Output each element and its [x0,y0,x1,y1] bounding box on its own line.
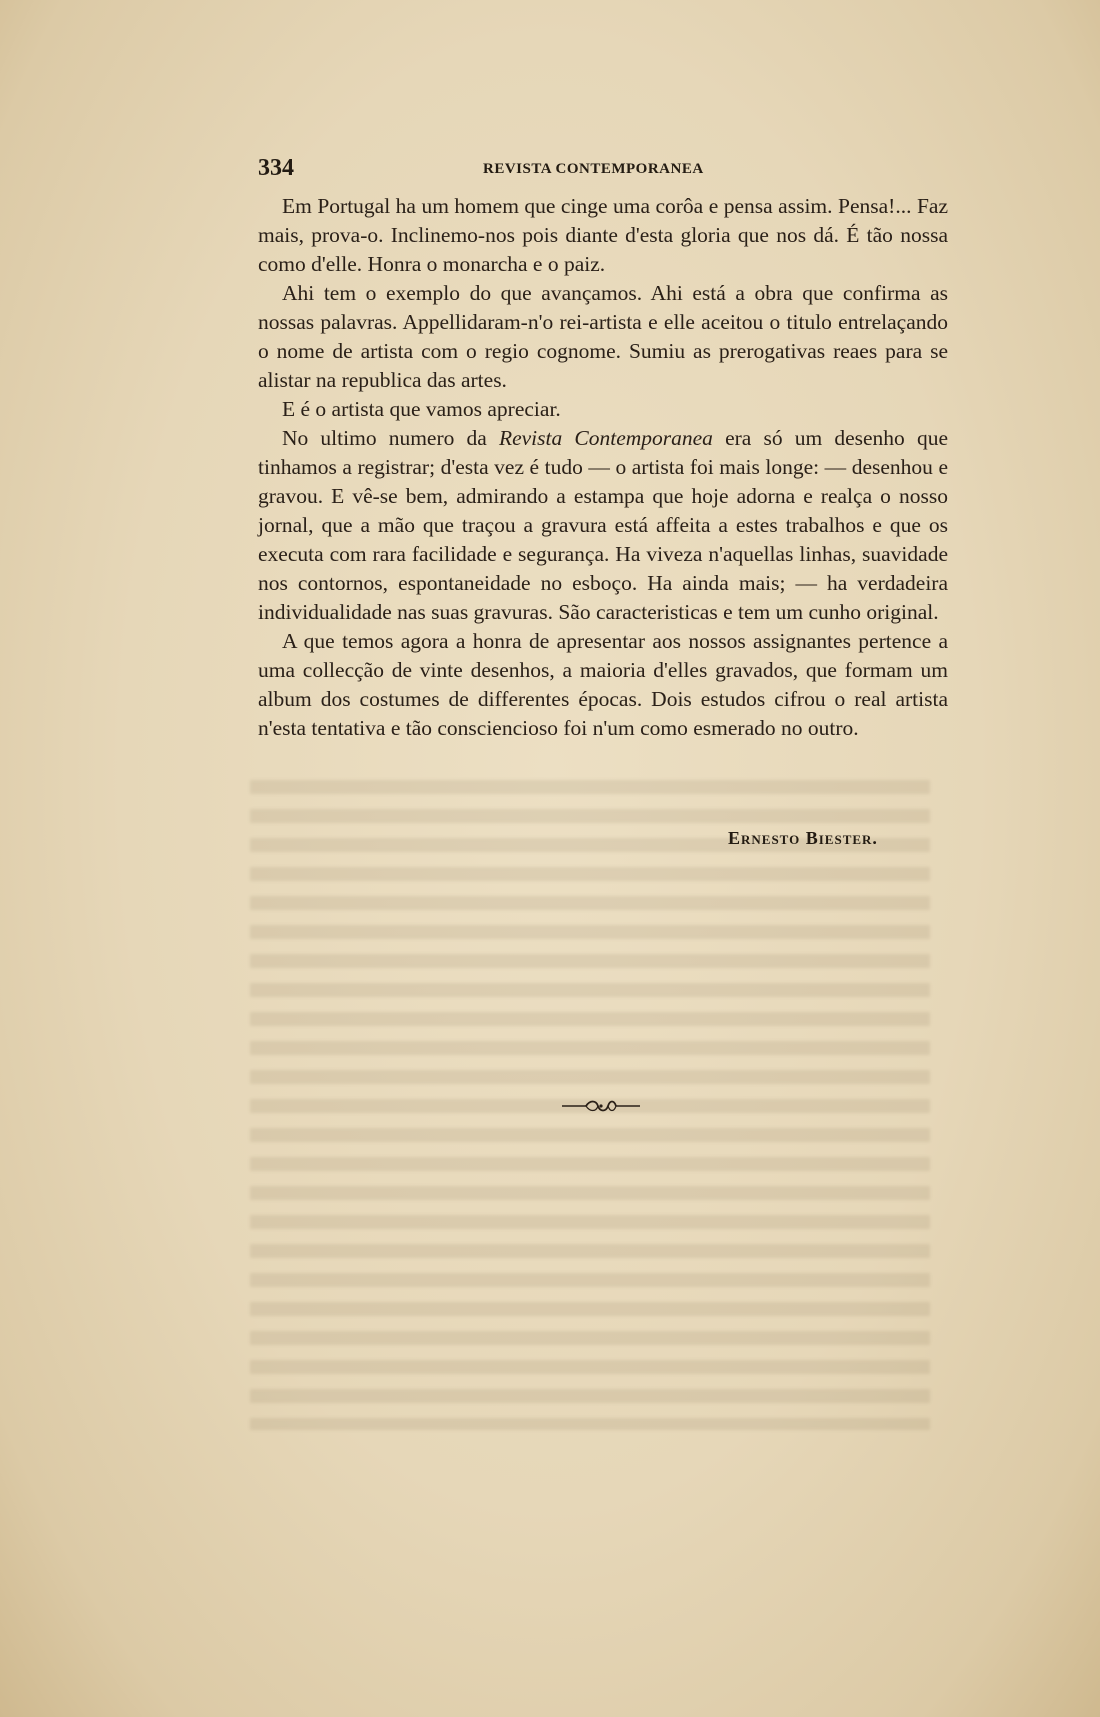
article-body [258,192,948,743]
paragraph-3: E é o artista que vamos apreciar. [282,397,561,421]
running-head: REVISTA CONTEMPORANEA [483,161,704,177]
paragraph-5: A que temos agora a honra de apresentar aos nossos assignantes pertence a uma collecção de vinte desenhos, a maioria d'elles gravados, que formam um album dos costumes de differentes épocas. Dois estudos cifrou o real artista n'esta tentativa e tão consciencioso foi n'um como esmerado no outro. [258,629,948,740]
scroll-ornament-icon [560,1097,642,1115]
page-header [258,155,948,185]
paragraph-4-rest: era só um desenho que tinhamos a registrar; d'esta vez é tudo — o artista foi mais longe: — desenhou e gravou. E vê-se bem, admirando a estampa que hoje adorna e realça o nosso jornal, que a mão que traçou a gravura está affeita a estes trabalhos e que os executa com rara facilidade e segurança. Ha viveza n'aquellas linhas, suavidade nos contornos, espontaneidade no esboço. Ha ainda mais; — ha verdadeira individualidade nas suas gravuras. São caracteristicas e tem um cunho original. [258,426,948,624]
paragraph-4 [258,424,948,627]
page-number: 334 [258,155,294,181]
paragraph-1: Em Portugal ha um homem que cinge uma corôa e pensa assim. Pensa!... Faz mais, prova-o. Inclinemo-nos pois diante d'esta gloria que nos dá. É tão nossa como d'elle. Honra o monarcha e o paiz. [258,194,948,276]
paragraph-4-start: No ultimo numero da [282,426,499,450]
paragraph-2: Ahi tem o exemplo do que avançamos. Ahi está a obra que confirma as nossas palavras. Appellidaram-n'o rei-artista e elle aceitou o titulo entrelaçando o nome de artista com o regio cognome. Sumiu as prerogativas reaes para se alistar na republica das artes. [258,281,948,392]
journal-title: Revista Contemporanea [498,426,713,450]
author-signature: Ernesto Biester. [728,828,878,848]
